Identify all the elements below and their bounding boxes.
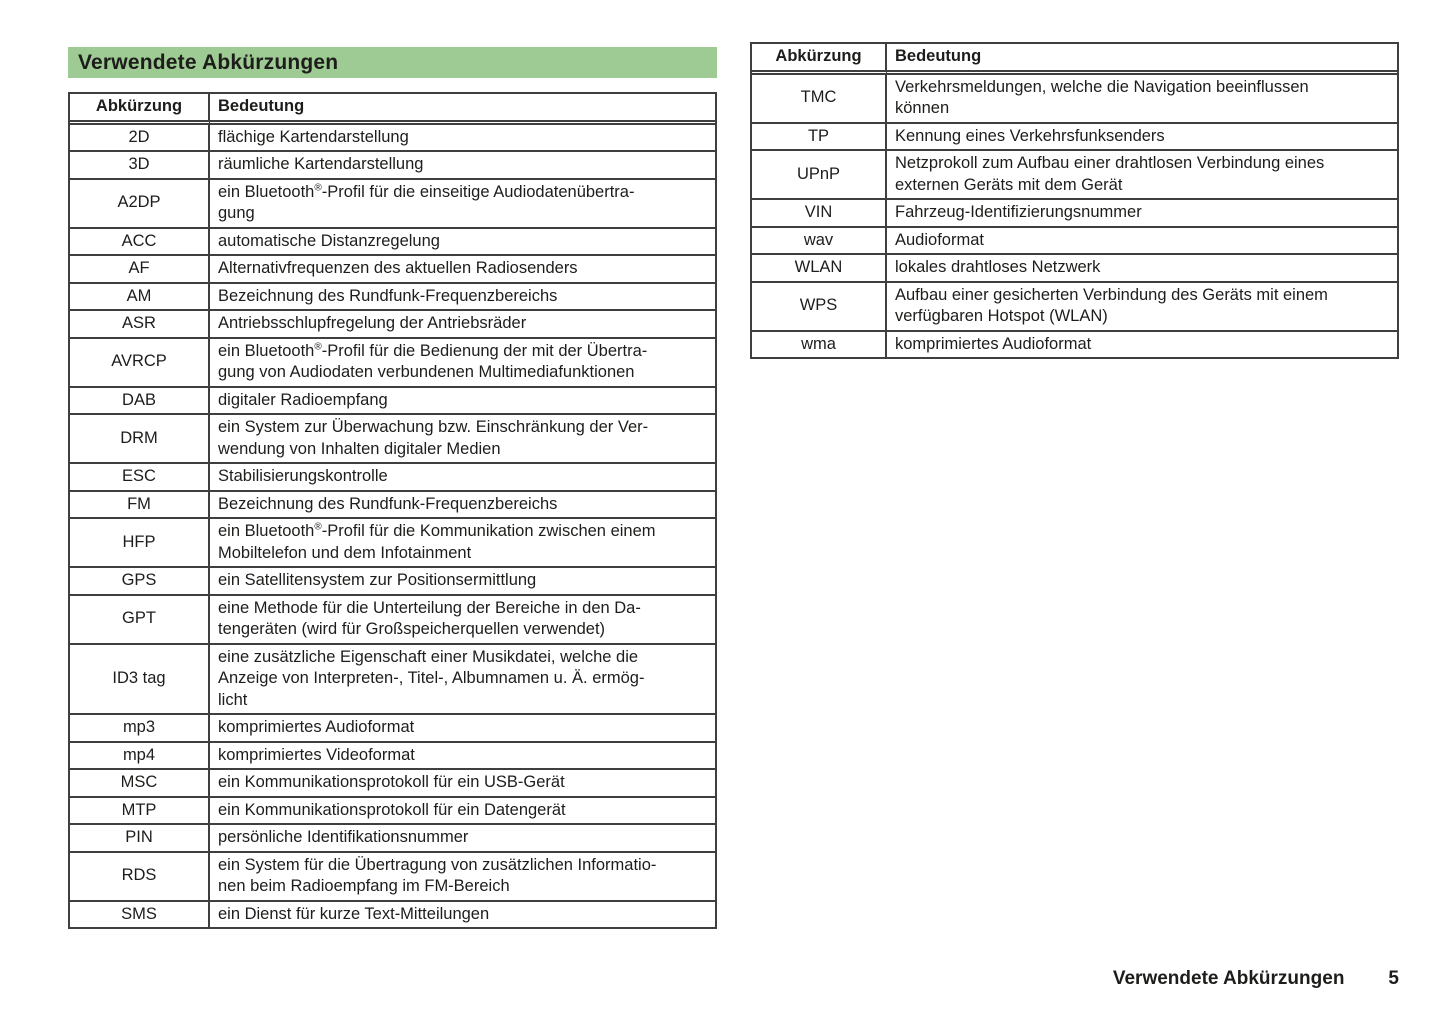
meaning-cell: komprimiertes Videoformat	[210, 741, 715, 769]
table-row	[70, 337, 715, 386]
abbreviation-cell: wav	[752, 226, 887, 254]
abbreviation-cell: MTP	[70, 796, 210, 824]
abbreviation-cell: mp3	[70, 713, 210, 741]
column-header-abbreviation: Abkürzung	[70, 94, 210, 125]
abbreviation-cell: 3D	[70, 150, 210, 178]
abbreviation-cell: AM	[70, 282, 210, 310]
table-row	[70, 517, 715, 566]
meaning-cell: Kennung eines Verkehrsfunksenders	[887, 122, 1397, 150]
meaning-cell: Verkehrsmeldungen, welche die Navigation beeinflussen können	[895, 77, 1309, 117]
meaning-cell: automatische Distanzregelung	[210, 227, 715, 255]
column-header-meaning: Bedeutung	[210, 94, 715, 125]
right-column	[750, 42, 1399, 359]
section-title-bar	[68, 47, 717, 78]
abbreviation-cell: wma	[752, 330, 887, 358]
abbreviations-table-right	[750, 42, 1399, 359]
column-header-meaning: Bedeutung	[887, 44, 1397, 75]
meaning-cell: ein Bluetooth®-Profil für die Bedienung der mit der Übertra- gung von Audiodaten verbundenen Multimediafunktionen	[210, 337, 715, 386]
meaning-cell: Stabilisierungskontrolle	[210, 462, 715, 490]
table-row	[70, 462, 715, 490]
meaning-cell: ein Kommunikationsprotokoll für ein USB-Gerät	[210, 768, 715, 796]
meaning-cell: Audioformat	[887, 226, 1397, 254]
abbreviation-cell: UPnP	[752, 149, 887, 198]
table-row	[70, 900, 715, 928]
abbreviation-cell: ESC	[70, 462, 210, 490]
meaning-cell: Alternativfrequenzen des aktuellen Radiosenders	[210, 254, 715, 282]
abbreviation-cell: DAB	[70, 386, 210, 414]
table-row	[752, 253, 1397, 281]
meaning-cell: ein Bluetooth®-Profil für die Kommunikation zwischen einem Mobiltelefon und dem Infotainment	[210, 517, 715, 566]
meaning-cell: Bezeichnung des Rundfunk-Frequenzbereichs	[210, 282, 715, 310]
abbreviation-cell: ACC	[70, 227, 210, 255]
abbreviation-cell: FM	[70, 490, 210, 518]
abbreviation-cell: HFP	[70, 517, 210, 566]
table-row	[70, 768, 715, 796]
abbreviation-cell: ID3 tag	[70, 643, 210, 714]
table-row	[70, 282, 715, 310]
table-row	[70, 178, 715, 227]
table-row	[752, 149, 1397, 198]
abbreviation-cell: WLAN	[752, 253, 887, 281]
meaning-cell: eine zusätzliche Eigenschaft einer Musikdatei, welche die Anzeige von Interpreten-, Titel-, Albumnamen u. Ä. ermög- licht	[210, 643, 715, 714]
abbreviation-cell: TMC	[752, 75, 887, 122]
meaning-cell: komprimiertes Audioformat	[210, 713, 715, 741]
meaning-cell: lokales drahtloses Netzwerk	[887, 253, 1397, 281]
table-row	[70, 150, 715, 178]
table-row	[752, 226, 1397, 254]
table-row	[752, 198, 1397, 226]
abbreviation-cell: VIN	[752, 198, 887, 226]
abbreviation-cell: 2D	[70, 125, 210, 151]
meaning-cell: Bezeichnung des Rundfunk-Frequenzbereichs	[210, 490, 715, 518]
table-row	[752, 330, 1397, 358]
table-row	[70, 490, 715, 518]
table-row	[70, 566, 715, 594]
abbreviation-cell: PIN	[70, 823, 210, 851]
table-row	[70, 254, 715, 282]
meaning-cell: ein System zur Überwachung bzw. Einschränkung der Ver- wendung von Inhalten digitaler Medien	[210, 413, 715, 462]
table-row	[70, 823, 715, 851]
abbreviation-cell: GPT	[70, 594, 210, 643]
meaning-cell: komprimiertes Audioformat	[887, 330, 1397, 358]
footer-section-label: Verwendete Abkürzungen	[1112, 968, 1345, 989]
meaning-cell: ein System für die Übertragung von zusätzlichen Informatio- nen beim Radioempfang im FM-Bereich	[210, 851, 715, 900]
meaning-cell: ein Satellitensystem zur Positionsermittlung	[210, 566, 715, 594]
table-header-row	[70, 94, 715, 125]
abbreviation-cell: ASR	[70, 309, 210, 337]
table-row	[70, 594, 715, 643]
meaning-cell: Fahrzeug-Identifizierungsnummer	[887, 198, 1397, 226]
table-row	[70, 741, 715, 769]
abbreviation-cell: A2DP	[70, 178, 210, 227]
meaning-cell: eine Methode für die Unterteilung der Bereiche in den Da- tengeräten (wird für Großspeicherquellen verwendet)	[210, 594, 715, 643]
column-header-abbreviation: Abkürzung	[752, 44, 887, 75]
table-row	[752, 75, 1397, 122]
abbreviation-cell: SMS	[70, 900, 210, 928]
meaning-cell: Antriebsschlupfregelung der Antriebsräder	[210, 309, 715, 337]
page-number: 5	[1388, 968, 1399, 989]
abbreviations-table-left	[68, 92, 717, 929]
table-row	[752, 122, 1397, 150]
table-row	[752, 281, 1397, 330]
meaning-cell: digitaler Radioempfang	[210, 386, 715, 414]
table-row	[70, 386, 715, 414]
meaning-cell: flächige Kartendarstellung	[218, 127, 409, 146]
meaning-cell: ein Bluetooth®-Profil für die einseitige Audiodatenübertra- gung	[210, 178, 715, 227]
table-row	[70, 796, 715, 824]
abbreviation-cell: DRM	[70, 413, 210, 462]
abbreviation-cell: RDS	[70, 851, 210, 900]
abbreviation-cell: MSC	[70, 768, 210, 796]
meaning-cell: Aufbau einer gesicherten Verbindung des Geräts mit einem verfügbaren Hotspot (WLAN)	[887, 281, 1397, 330]
meaning-cell: räumliche Kartendarstellung	[210, 150, 715, 178]
table-row	[70, 713, 715, 741]
table-row	[70, 227, 715, 255]
table-row	[70, 125, 715, 151]
abbreviation-cell: WPS	[752, 281, 887, 330]
meaning-cell: ein Kommunikationsprotokoll für ein Datengerät	[210, 796, 715, 824]
abbreviation-cell: AVRCP	[70, 337, 210, 386]
page-title: Verwendete Abkürzungen	[78, 50, 339, 74]
meaning-cell: persönliche Identifikationsnummer	[210, 823, 715, 851]
abbreviation-cell: AF	[70, 254, 210, 282]
meaning-cell: Netzprokoll zum Aufbau einer drahtlosen Verbindung eines externen Geräts mit dem Gerät	[887, 149, 1397, 198]
table-row	[70, 413, 715, 462]
table-row	[70, 309, 715, 337]
meaning-cell: ein Dienst für kurze Text-Mitteilungen	[210, 900, 715, 928]
table-header-row	[752, 44, 1397, 75]
table-row	[70, 643, 715, 714]
left-column	[68, 47, 717, 929]
table-row	[70, 851, 715, 900]
abbreviation-cell: GPS	[70, 566, 210, 594]
abbreviation-cell: TP	[752, 122, 887, 150]
abbreviation-cell: mp4	[70, 741, 210, 769]
page-footer	[1113, 968, 1399, 990]
